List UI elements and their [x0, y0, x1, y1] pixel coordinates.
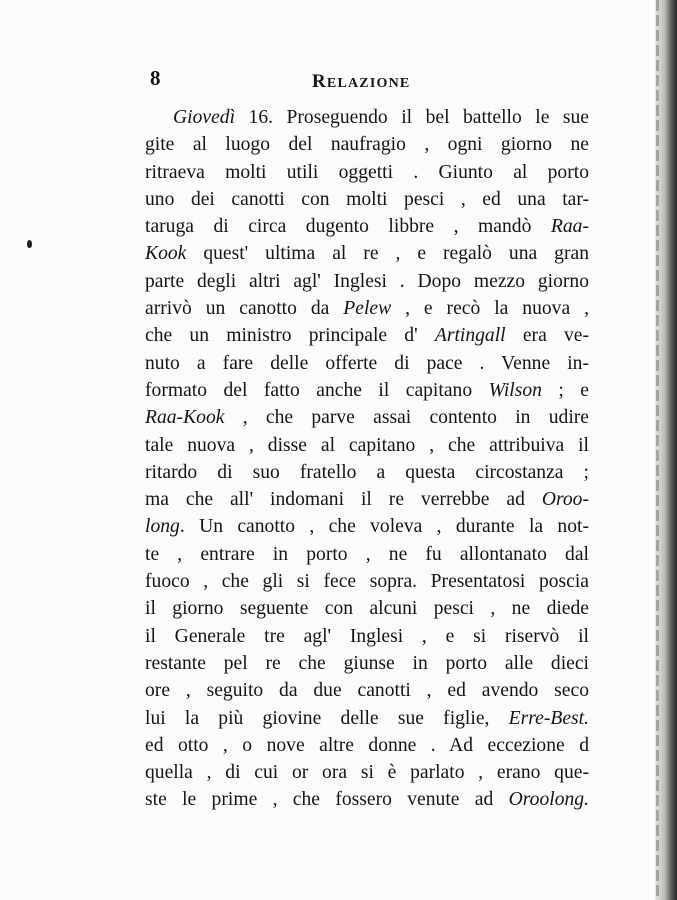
text-line [145, 131, 589, 158]
italic-name: long [145, 516, 180, 538]
body-text [145, 104, 589, 814]
italic-name: Kook [145, 243, 187, 265]
text-line [145, 650, 589, 677]
text-line [145, 677, 589, 704]
text-line [145, 432, 589, 459]
line-text: uno dei canotti con molti pesci , ed una tar- [145, 188, 589, 210]
text-line [145, 732, 589, 759]
spine-stitching [656, 0, 659, 900]
line-text: fuoco , che gli si fece sopra. Presentatosi poscia [145, 571, 589, 593]
line-text: ore , seguito da due canotti , ed avendo seco [145, 680, 589, 702]
line-text: tale nuova , disse al capitano , che attribuiva il [145, 434, 589, 456]
running-title [312, 71, 410, 93]
text-line [145, 404, 589, 431]
line-text: era ve- [505, 325, 589, 347]
line-text: ritraeva molti utili oggetti . Giunto al porto [145, 161, 589, 183]
line-text: parte degli altri agl' Inglesi . Dopo mezzo giorno [145, 270, 589, 292]
line-text: ritardo di suo fratello a questa circostanza ; [145, 461, 589, 483]
text-line [145, 213, 589, 240]
text-line [145, 459, 589, 486]
text-line [145, 377, 589, 404]
line-text: gite al luogo del naufragio , ogni giorno ne [145, 134, 589, 156]
italic-name: Artingall [434, 325, 506, 347]
italic-name: Oroolong. [508, 789, 589, 811]
text-line [145, 186, 589, 213]
line-text: ma che all' indomani il re verrebbe ad [145, 489, 542, 511]
italic-name: Wilson [488, 379, 542, 401]
text-line [145, 350, 589, 377]
italic-name: Raa- [550, 216, 589, 238]
text-line [145, 513, 589, 540]
text-line [145, 159, 589, 186]
line-text: te , entrare in porto , ne fu allontanato dal [145, 543, 589, 565]
page-number: 8 [150, 66, 161, 90]
text-line [145, 786, 589, 813]
line-text: quest' ultima al re , e regalò una gran [186, 243, 589, 265]
italic-name: Giovedì [173, 107, 236, 128]
text-line [145, 295, 589, 322]
text-line [145, 240, 589, 267]
line-text: taruga di circa dugento libbre , mandò [145, 216, 551, 238]
italic-name: Pelew [343, 298, 392, 320]
line-text: . Un canotto , che voleva , durante la not- [179, 516, 589, 538]
line-text: 16. Proseguendo il bel battello le sue [235, 107, 589, 128]
line-text: ste le prime , che fossero venute ad [145, 789, 509, 811]
line-text: , e recò la nuova , [391, 298, 589, 320]
line-text: lui la più giovine delle sue figlie, [145, 707, 509, 729]
line-text: arrivò un canotto da [145, 298, 344, 320]
line-text: il giorno seguente con alcuni pesci , ne diede [145, 598, 589, 620]
running-title-initial: R [312, 71, 327, 92]
text-line [145, 623, 589, 650]
line-text: restante pel re che giunse in porto alle dieci [145, 652, 589, 674]
text-line [145, 568, 589, 595]
line-text: che un ministro principale d' [145, 325, 435, 347]
margin-ink-mark [27, 240, 32, 248]
italic-name: Raa-Kook [145, 407, 225, 429]
line-text: nuto a fare delle offerte di pace . Venne in- [145, 352, 589, 374]
italic-name: Oroo- [541, 489, 589, 511]
text-line [145, 705, 589, 732]
italic-name: Erre-Best. [508, 707, 589, 729]
line-text: quella , di cui or ora si è parlato , erano que- [145, 762, 589, 784]
book-spine-edge [655, 0, 677, 900]
line-text: , che parve assai contento in udire [224, 407, 589, 429]
text-line [145, 595, 589, 622]
line-text: il Generale tre agl' Inglesi , e si riservò il [145, 625, 589, 647]
line-text: ed otto , o nove altre donne . Ad eccezione d [145, 734, 589, 756]
text-line [145, 268, 589, 295]
line-text: formato del fatto anche il capitano [145, 379, 489, 401]
running-title-rest: ELAZIONE [326, 76, 411, 91]
text-line [145, 759, 589, 786]
page-header [150, 66, 590, 96]
text-line [145, 541, 589, 568]
text-line [145, 322, 589, 349]
line-text: ; e [541, 379, 589, 401]
text-line [145, 486, 589, 513]
text-line [145, 104, 589, 131]
